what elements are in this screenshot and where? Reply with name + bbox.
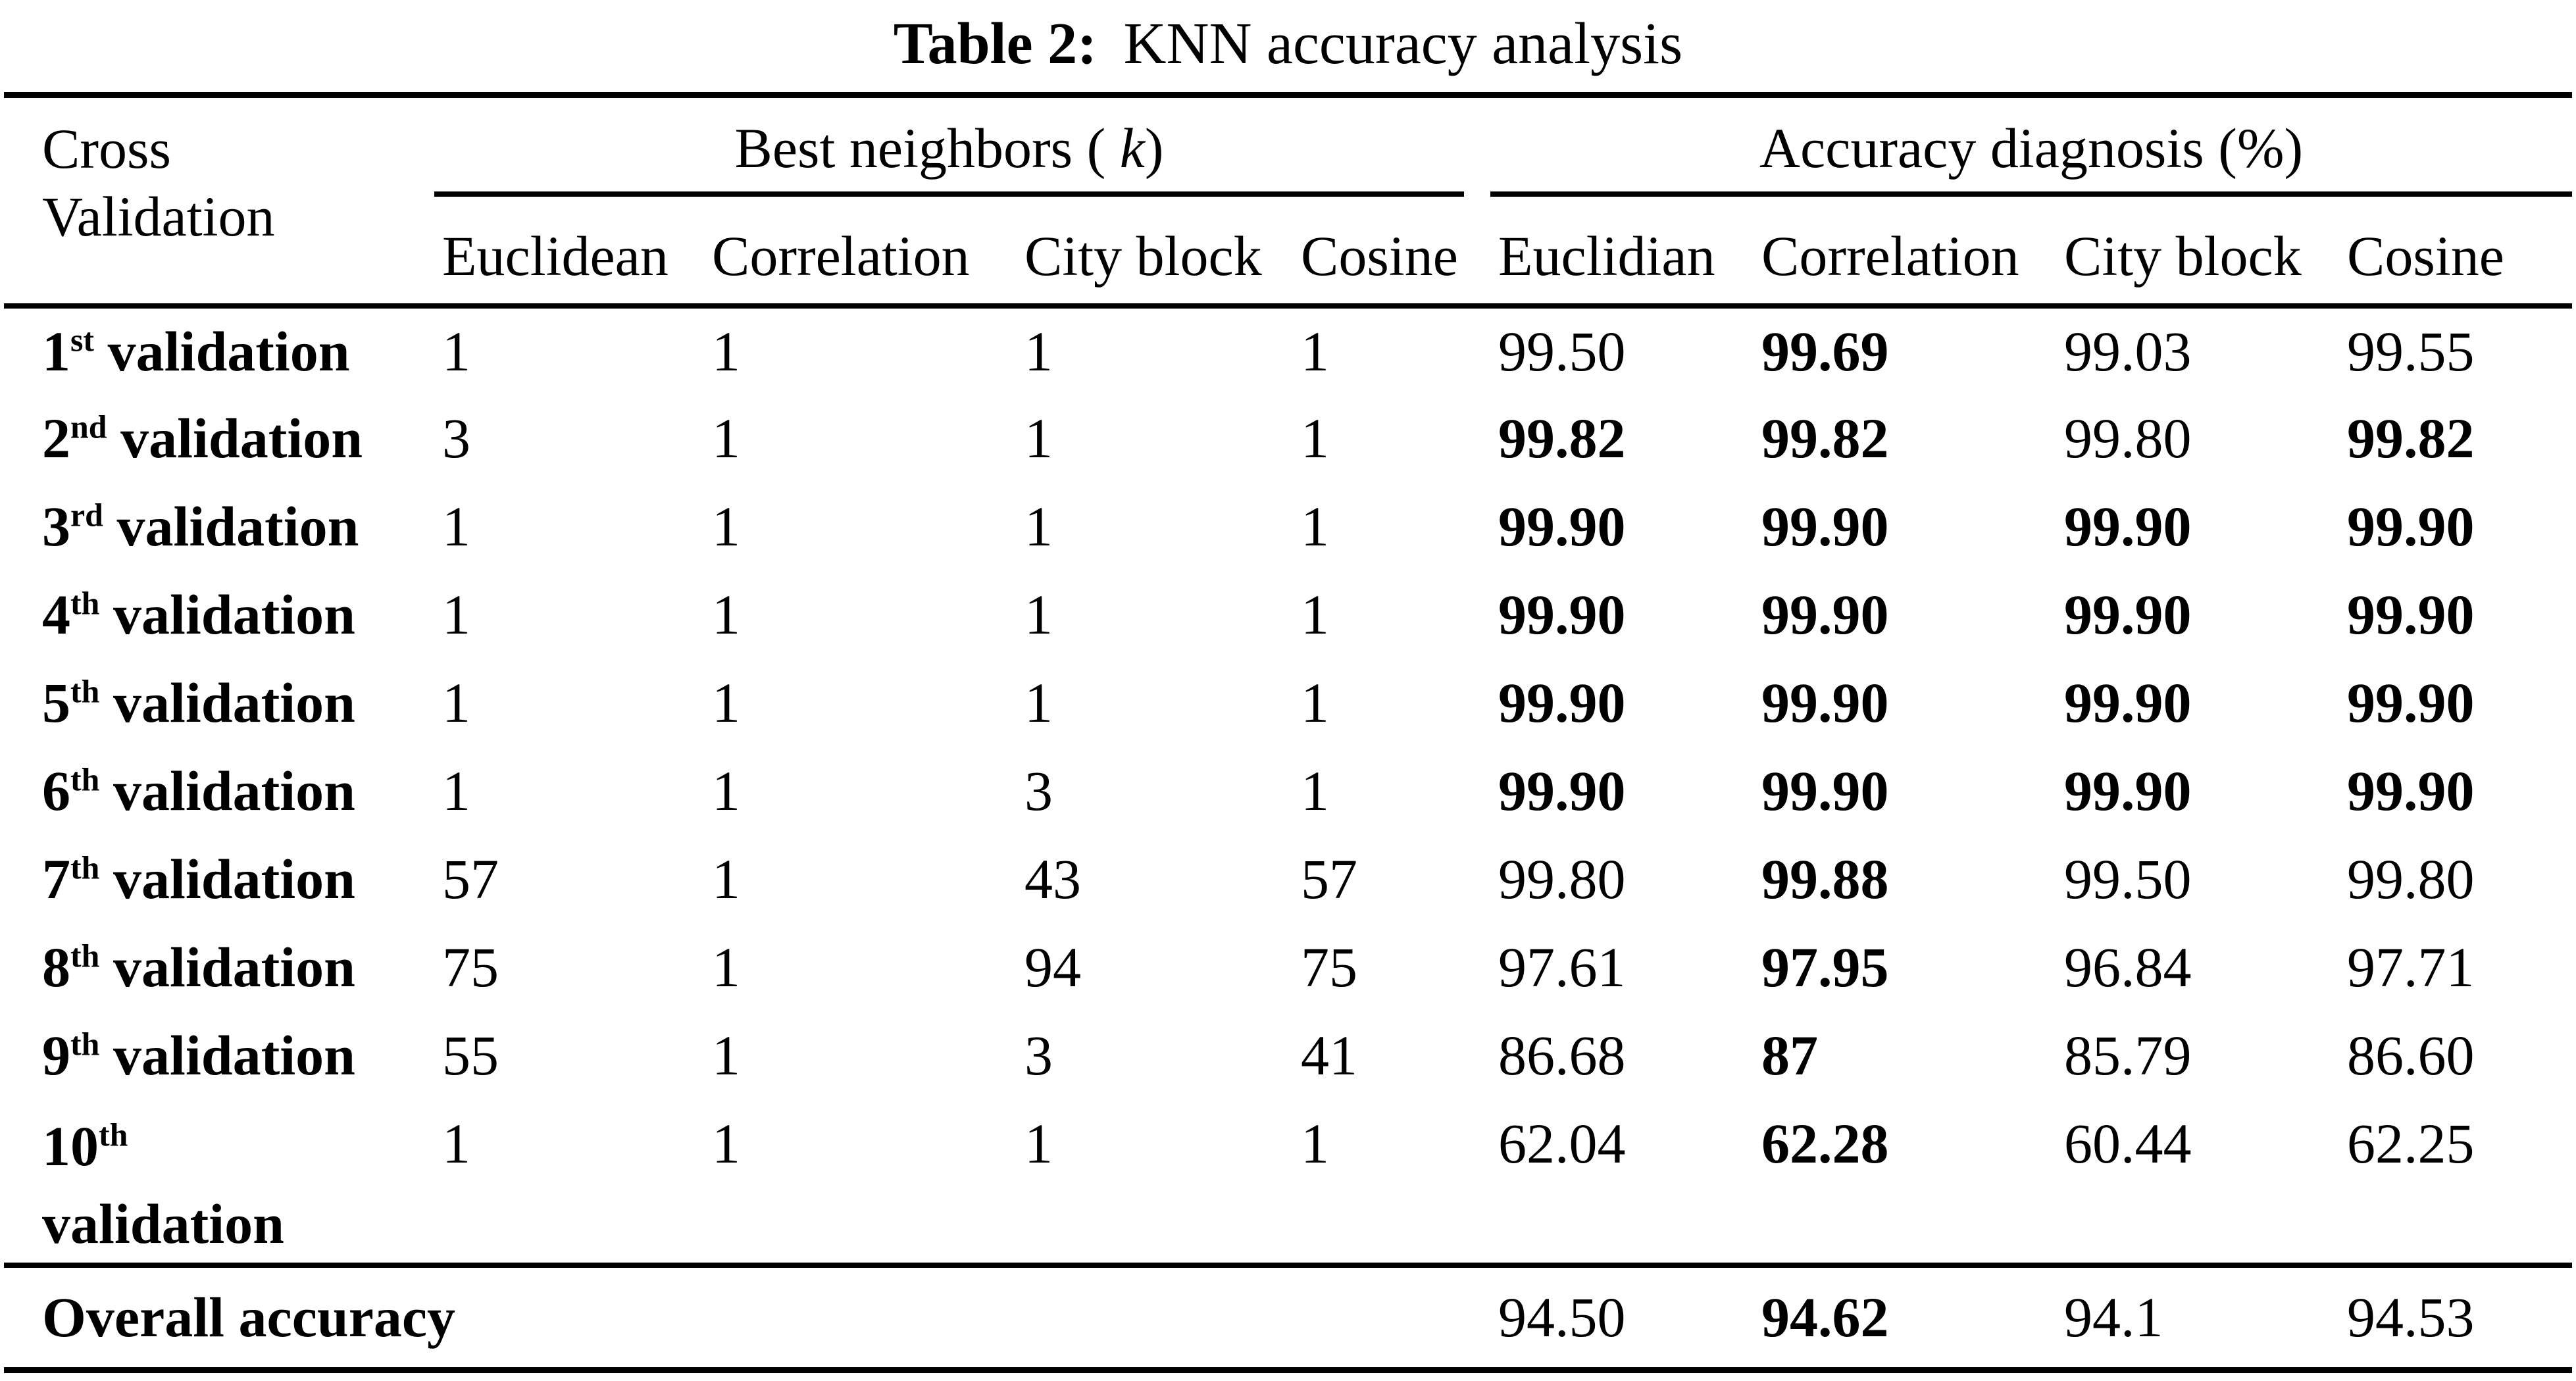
- accuracy-value: 99.90: [1498, 582, 1626, 646]
- row-label-word: validation: [113, 670, 355, 734]
- k-value: 1: [712, 319, 740, 383]
- overall-accuracy-value: 94.50: [1490, 1265, 1754, 1370]
- k-value: 3: [1024, 1023, 1053, 1087]
- table-row: [4, 923, 2572, 1011]
- accuracy-value: 85.79: [2064, 1023, 2192, 1087]
- group-gap: [1464, 95, 1490, 194]
- row-label-number: 5: [42, 670, 70, 734]
- k-value: 1: [1301, 406, 1329, 470]
- k-value: 1: [712, 1023, 740, 1087]
- k-value: 1: [1024, 494, 1053, 558]
- table-row: [4, 306, 2572, 394]
- table-caption-label: Table 2:: [893, 11, 1098, 76]
- accuracy-value: 99.80: [1498, 847, 1626, 911]
- k-value: 1: [1024, 406, 1053, 470]
- accuracy-value: 60.44: [2064, 1111, 2192, 1175]
- overall-accuracy-value: 94.62: [1754, 1265, 2056, 1370]
- column-gap: [1464, 1099, 1490, 1265]
- row-label-word: validation: [113, 935, 355, 999]
- row-label-word: validation: [42, 1192, 284, 1255]
- accuracy-value: 99.80: [2347, 847, 2475, 911]
- accuracy-value: 99.90: [2064, 582, 2192, 646]
- k-value: 1: [712, 1111, 740, 1175]
- row-label-word: validation: [113, 759, 355, 822]
- accuracy-value: 97.71: [2347, 935, 2475, 999]
- k-value: 1: [442, 494, 470, 558]
- k-value: 1: [712, 759, 740, 822]
- row-label-ordinal-suffix: rd: [70, 496, 103, 533]
- table-row: [4, 482, 2572, 570]
- accuracy-value: 99.50: [1498, 319, 1626, 383]
- row-label: [4, 747, 434, 835]
- accuracy-value: 99.80: [2064, 406, 2192, 470]
- accuracy-value: 99.55: [2347, 319, 2475, 383]
- k-value: 43: [1024, 847, 1081, 911]
- k-value: 1: [1024, 582, 1053, 646]
- row-label-ordinal-suffix: st: [70, 321, 95, 358]
- row-label-number: 7: [42, 847, 70, 911]
- row-label-word: validation: [116, 494, 359, 558]
- overall-accuracy-row: [4, 1265, 2572, 1370]
- table-caption-text: KNN accuracy analysis: [1123, 11, 1683, 76]
- row-label: [4, 1011, 434, 1099]
- overall-accuracy-value: 94.53: [2339, 1265, 2572, 1370]
- k-value-empty: [1293, 1265, 1464, 1370]
- row-label: [4, 835, 434, 923]
- k-value: 57: [1301, 847, 1357, 911]
- row-label: [4, 570, 434, 659]
- k-value: 1: [442, 1111, 470, 1175]
- k-value: 1: [442, 670, 470, 734]
- best-neighbors-k-symbol: k: [1119, 116, 1145, 180]
- k-value: 1: [712, 582, 740, 646]
- accuracy-value: 99.69: [1761, 319, 1889, 383]
- k-value: 41: [1301, 1023, 1357, 1087]
- k-value-empty: [704, 1265, 1017, 1370]
- row-label-word: validation: [120, 406, 363, 470]
- k-value-empty: [434, 1265, 704, 1370]
- row-label-ordinal-suffix: th: [70, 937, 100, 974]
- row-label-number: 9: [42, 1023, 70, 1087]
- accuracy-value: 97.61: [1498, 935, 1626, 999]
- k-value: 1: [1024, 670, 1053, 734]
- row-label-ordinal-suffix: th: [70, 761, 100, 797]
- k-value: 57: [442, 847, 499, 911]
- subheader-acc-euclidian: Euclidian: [1490, 194, 1754, 306]
- accuracy-value: 99.90: [1498, 494, 1626, 558]
- table-row: [4, 1011, 2572, 1099]
- k-value: 1: [712, 935, 740, 999]
- row-label: [4, 306, 434, 394]
- k-value: 1: [1024, 1111, 1053, 1175]
- k-value: 1: [442, 582, 470, 646]
- row-label-number: 6: [42, 759, 70, 822]
- accuracy-value: 99.90: [1498, 759, 1626, 822]
- header-group-row: [4, 95, 2572, 194]
- table-body: [4, 306, 2572, 1370]
- accuracy-value: 99.90: [1761, 582, 1889, 646]
- accuracy-value: 62.28: [1761, 1111, 1889, 1175]
- subheader-k-city-block: City block: [1017, 194, 1293, 306]
- row-label-number: 4: [42, 582, 70, 646]
- table-row: [4, 747, 2572, 835]
- accuracy-value: 99.90: [2347, 759, 2475, 822]
- table-row: [4, 1099, 2572, 1265]
- accuracy-value: 86.68: [1498, 1023, 1626, 1087]
- row-label-word: validation: [113, 582, 355, 646]
- column-gap: [1464, 835, 1490, 923]
- accuracy-value: 99.90: [1498, 670, 1626, 734]
- accuracy-value: 99.90: [1761, 759, 1889, 822]
- k-value: 75: [1301, 935, 1357, 999]
- accuracy-value: 99.82: [1761, 406, 1889, 470]
- row-label-ordinal-suffix: th: [99, 1116, 128, 1153]
- k-value: 1: [1301, 582, 1329, 646]
- subheader-acc-city-block: City block: [2056, 194, 2339, 306]
- k-value: 3: [1024, 759, 1053, 822]
- row-label-ordinal-suffix: th: [70, 672, 100, 709]
- subheader-k-euclidean: Euclidean: [434, 194, 704, 306]
- column-gap: [1464, 923, 1490, 1011]
- knn-accuracy-table: [4, 92, 2572, 1373]
- accuracy-value: 97.95: [1761, 935, 1889, 999]
- row-label: [4, 1099, 434, 1265]
- group-gap: [1464, 194, 1490, 306]
- row-label-word: validation: [107, 319, 350, 383]
- cross-validation-line1: Cross: [42, 117, 171, 180]
- accuracy-value: 99.90: [1761, 670, 1889, 734]
- row-label-number: 3: [42, 494, 70, 558]
- column-gap: [1464, 394, 1490, 482]
- k-value: 75: [442, 935, 499, 999]
- table-row: [4, 835, 2572, 923]
- accuracy-value: 99.90: [2347, 494, 2475, 558]
- row-label: [4, 394, 434, 482]
- k-value: 3: [442, 406, 470, 470]
- row-label-ordinal-suffix: th: [70, 584, 100, 621]
- accuracy-value: 99.90: [2064, 670, 2192, 734]
- accuracy-value: 62.04: [1498, 1111, 1626, 1175]
- k-value: 1: [1301, 670, 1329, 734]
- accuracy-value: 99.90: [1761, 494, 1889, 558]
- table-row: [4, 570, 2572, 659]
- table-caption: [0, 0, 2576, 88]
- row-label-number: 8: [42, 935, 70, 999]
- table-row: [4, 659, 2572, 747]
- column-header-cross-validation: [4, 95, 434, 306]
- k-value: 1: [442, 759, 470, 822]
- accuracy-value: 99.90: [2347, 670, 2475, 734]
- cross-validation-line2: Validation: [42, 185, 275, 248]
- column-gap: [1464, 747, 1490, 835]
- overall-accuracy-label: Overall accuracy: [4, 1265, 434, 1370]
- subheader-acc-cosine: Cosine: [2339, 194, 2572, 306]
- accuracy-value: 96.84: [2064, 935, 2192, 999]
- row-label-ordinal: [42, 1107, 434, 1185]
- column-gap: [1464, 1011, 1490, 1099]
- accuracy-value: 99.88: [1761, 847, 1889, 911]
- k-value: 1: [712, 406, 740, 470]
- accuracy-value: 99.90: [2064, 759, 2192, 822]
- row-label-ordinal-suffix: th: [70, 1025, 100, 1062]
- accuracy-value: 99.03: [2064, 319, 2192, 383]
- overall-accuracy-value: 94.1: [2056, 1265, 2339, 1370]
- row-label-ordinal-suffix: th: [70, 849, 100, 886]
- row-label: [4, 923, 434, 1011]
- row-label-word: validation: [113, 1023, 355, 1087]
- column-gap: [1464, 570, 1490, 659]
- row-label-ordinal-suffix: nd: [70, 408, 107, 445]
- accuracy-value: 99.50: [2064, 847, 2192, 911]
- k-value: 1: [712, 847, 740, 911]
- column-gap: [1464, 306, 1490, 394]
- k-value: 1: [1301, 759, 1329, 822]
- row-label: [4, 659, 434, 747]
- column-gap: [1464, 659, 1490, 747]
- k-value: 1: [442, 319, 470, 383]
- k-value: 1: [1301, 1111, 1329, 1175]
- subheader-k-correlation: Correlation: [704, 194, 1017, 306]
- column-gap: [1464, 482, 1490, 570]
- table-row: [4, 394, 2572, 482]
- accuracy-value: 99.82: [1498, 406, 1626, 470]
- subheader-acc-correlation: Correlation: [1754, 194, 2056, 306]
- k-value: 1: [1301, 494, 1329, 558]
- k-value: 1: [1301, 319, 1329, 383]
- row-label-word: validation: [113, 847, 355, 911]
- best-neighbors-text: Best neighbors (: [734, 116, 1120, 180]
- k-value: 1: [712, 494, 740, 558]
- subheader-k-cosine: Cosine: [1293, 194, 1464, 306]
- row-label-number: 2: [42, 406, 70, 470]
- accuracy-value: 87: [1761, 1023, 1819, 1087]
- group-header-best-neighbors: [434, 95, 1464, 194]
- k-value: 1: [1024, 319, 1053, 383]
- column-gap: [1464, 1265, 1490, 1370]
- k-value: 55: [442, 1023, 499, 1087]
- k-value: 1: [712, 670, 740, 734]
- accuracy-value: 99.90: [2347, 582, 2475, 646]
- group-header-accuracy-diagnosis: Accuracy diagnosis (%): [1490, 95, 2572, 194]
- k-value: 94: [1024, 935, 1081, 999]
- k-value-empty: [1017, 1265, 1293, 1370]
- best-neighbors-close-paren: ): [1144, 116, 1164, 180]
- accuracy-value: 86.60: [2347, 1023, 2475, 1087]
- accuracy-value: 62.25: [2347, 1111, 2475, 1175]
- accuracy-value: 99.90: [2064, 494, 2192, 558]
- row-label: [4, 482, 434, 570]
- row-label-number: 1: [42, 319, 70, 383]
- row-label-number: 10: [42, 1114, 99, 1178]
- accuracy-value: 99.82: [2347, 406, 2475, 470]
